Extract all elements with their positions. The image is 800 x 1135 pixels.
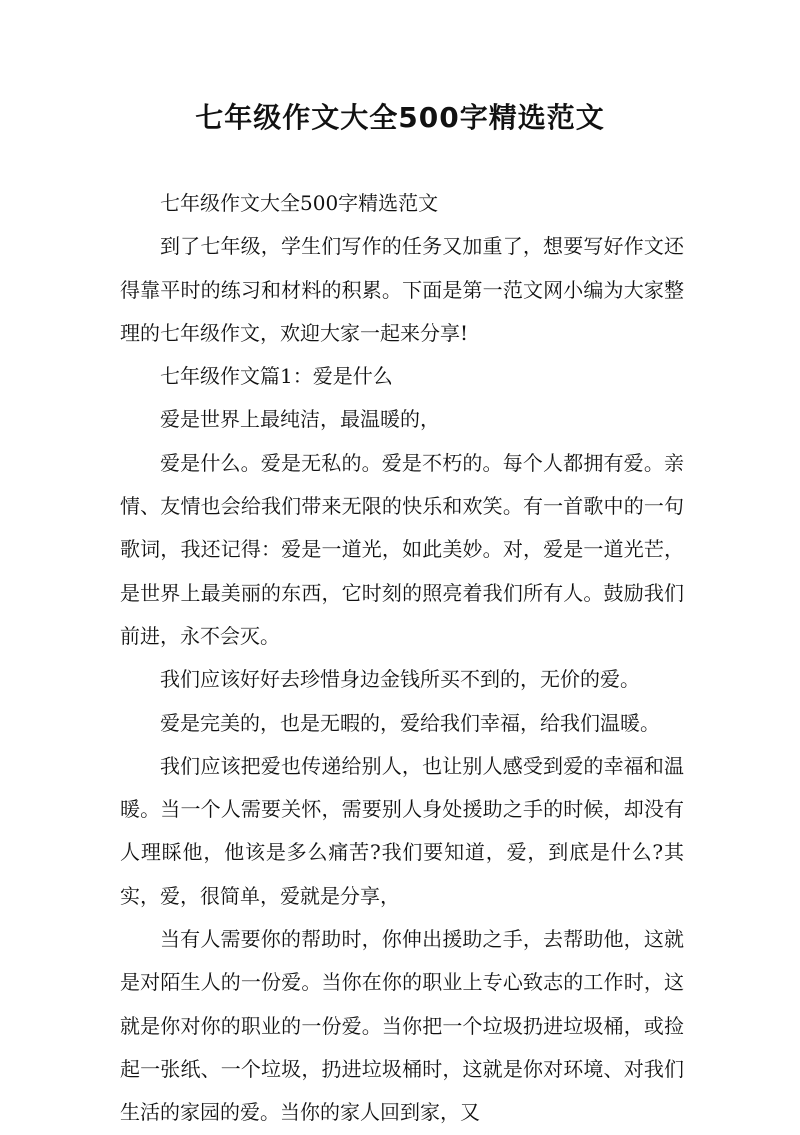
paragraph-section-heading: 七年级作文篇1：爱是什么 <box>160 364 393 389</box>
paragraph: 我们应该好好去珍惜身边金钱所买不到的，无价的爱。 <box>160 667 640 692</box>
paragraph: 到了七年级，学生们写作的任务又加重了，想要写好作文还得靠平时的练习和材料的积累。下面是第一范文网小编为大家整理的七年级作文，欢迎大家一起来分享! <box>120 234 684 345</box>
paragraph: 爱是什么。爱是无私的。爱是不朽的。每个人都拥有爱。亲情、友情也会给我们带来无限的快乐和欢笑。有一首歌中的一句歌词，我还记得：爱是一道光，如此美妙。对，爱是一道光芒，是世界上最美丽的东西，它时刻的照亮着我们所有人。鼓励我们前进，永不会灭。 <box>120 450 684 648</box>
paragraph: 我们应该把爱也传递给别人，也让别人感受到爱的幸福和温暖。当一个人需要关怀，需要别人身处援助之手的时候，却没有人理睬他，他该是多么痛苦?我们要知道，爱，到底是什么?其实，爱，很简单，爱就是分享， <box>120 753 684 908</box>
document-title: 七年级作文大全500字精选范文 <box>195 101 605 134</box>
paragraph: 爱是完美的，也是无暇的，爱给我们幸福，给我们温暖。 <box>160 710 660 735</box>
document-body <box>120 182 684 1135</box>
paragraph: 当有人需要你的帮助时，你伸出援助之手，去帮助他，这就是对陌生人的一份爱。当你在你的职业上专心致志的工作时，这就是你对你的职业的一份爱。当你把一个垃圾扔进垃圾桶，或捡起一张纸、一个垃圾，扔进垃圾桶时，这就是你对环境、对我们生活的家园的爱。当你的家人回到家，又 <box>120 927 684 1125</box>
paragraph: 爱是世界上最纯洁，最温暖的， <box>160 407 440 432</box>
paragraph-subtitle: 七年级作文大全500字精选范文 <box>160 191 439 215</box>
